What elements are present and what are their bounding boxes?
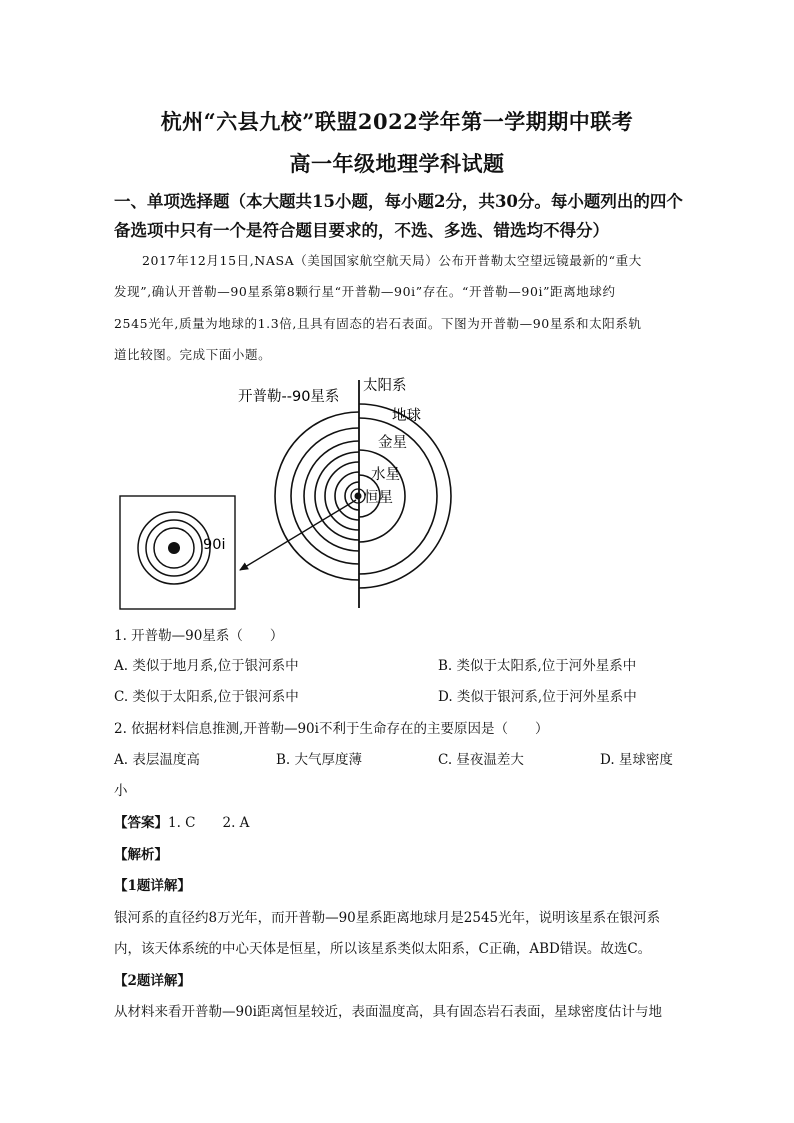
analysis-tag: 【解析】 [114,847,168,863]
answer-tag: 【答案】 [114,815,168,831]
label-venus: 金星 [378,435,407,451]
orbit-comparison-figure [110,370,490,615]
exam-subtitle: 高一年级地理学科试题 [289,151,505,176]
analysis-q1-tag: 【1题详解】 [114,878,191,894]
answer-line [114,811,249,831]
star-dot [355,493,362,500]
question-1-option-b: B. 类似于太阳系,位于河外星系中 [438,658,637,674]
question-1-option-d: D. 类似于银河系,位于河外星系中 [438,689,637,705]
section-heading-line-2: 备选项中只有一个是符合题目要求的，不选、多选、错选均不得分） [114,221,609,240]
inset-star [168,542,180,554]
question-2-option-b: B. 大气厚度薄 [276,752,363,768]
question-2-option-d: D. 星球密度 [600,752,673,768]
answer-text: 1. C 2. A [168,815,250,831]
label-planet-90i: 90i [203,537,226,553]
label-mercury: 水星 [371,467,400,483]
section-heading-line-1: 一、单项选择题（本大题共15小题，每小题2分，共30分。每小题列出的四个 [114,192,683,211]
analysis-q2-tag: 【2题详解】 [114,973,191,989]
exam-title: 杭州“六县九校”联盟2022学年第一学期期中联考 [160,109,634,134]
analysis-q2-line-1: 从材料来看开普勒—90i距离恒星较近，表面温度高，具有固态岩石表面，星球密度估计与地 [114,1004,662,1020]
question-2-option-c: C. 昼夜温差大 [438,752,524,768]
label-kepler-system: 开普勒--90星系 [238,389,340,405]
question-2-option-d-wrap: 小 [114,783,128,799]
question-2-stem: 2. 依据材料信息推测,开普勒—90i不利于生命存在的主要原因是（ ） [114,721,549,737]
question-1-option-c: C. 类似于太阳系,位于银河系中 [114,689,299,705]
material-line-4: 道比较图。完成下面小题。 [114,347,272,362]
analysis-q1-line-2: 内，该天体系统的中心天体是恒星，所以该星系类似太阳系，C正确，ABD错误。故选C。 [114,941,652,957]
question-1-stem: 1. 开普勒—90星系（ ） [114,628,284,644]
material-line-3: 2545光年,质量为地球的1.3倍,且具有固态的岩石表面。下图为开普勒—90星系和太阳系轨 [114,316,642,331]
question-2-option-a: A. 表层温度高 [114,752,200,768]
label-earth: 地球 [392,408,421,424]
label-solar-system: 太阳系 [363,378,407,394]
question-1-option-a: A. 类似于地月系,位于银河系中 [114,658,299,674]
material-line-1: 2017年12月15日,NASA（美国国家航空航天局）公布开普勒太空望远镜最新的“重大 [142,253,642,268]
analysis-q1-line-1: 银河系的直径约8万光年，而开普勒—90星系距离地球月是2545光年，说明该星系在银河系 [114,910,661,926]
label-star: 恒星 [364,490,393,506]
material-line-2: 发现”,确认开普勒—90星系第8颗行星“开普勒—90i”存在。“开普勒—90i”距离地球约 [114,284,616,299]
